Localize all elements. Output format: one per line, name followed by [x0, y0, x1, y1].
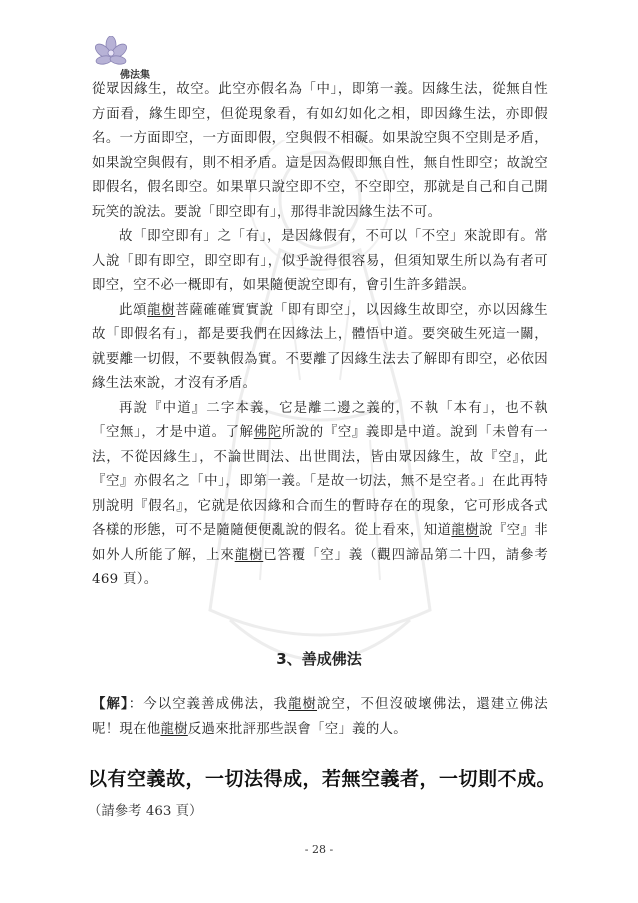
text-span: 此頌 [119, 302, 148, 318]
text-span: 再說『中道』二字本義，它是離二邊之義的，不執「本有」，也不執「空無」，才是中道。了解 [92, 400, 548, 440]
paragraph [92, 692, 548, 742]
verse: 以有空義故，一切法得成，若無空義者，一切則不成。 [88, 768, 557, 790]
page-number: - 28 - [304, 843, 334, 856]
proper-name: 龍樹 [288, 697, 318, 712]
text-span: ：今以空義善成佛法，我 [128, 697, 289, 712]
text-span: 所說的『空』義即是中道。說到「未曾有一法，不從因緣生」，不論世間法、出世間法，皆由眾因緣生，故『空』，此『空』亦假名之「中」，即第一義。「是故一切法，無不是空者。」在此再特別說明『假名』，它就是依因緣和合而生的暫時存在的現象，它可形成各式各樣的形態，可不是隨隨便便亂說的假名。從上看來，知道 [92, 425, 548, 538]
proper-name: 龍樹 [160, 721, 188, 737]
proper-name: 佛陀 [253, 425, 282, 440]
paragraph [92, 397, 548, 593]
explanation-label: 【解】 [92, 696, 129, 712]
paragraph [92, 299, 548, 397]
proper-name: 龍樹 [234, 547, 264, 563]
paragraph: 從眾因緣生，故空。此空亦假名為「中」，即第一義。因緣生法，從無自性方面看，緣生即空，但從現象看，有如幻如化之相，即因緣生法，亦即假名。一方面即空，一方面即假，空與假不相礙。如果說空與不空則是矛盾，如果說空與假有，則不相矛盾。這是因為假即無自性，無自性即空；故說空即假名，假名即空。如果單只說空即不空，不空即空，那就是自己和自己開玩笑的說法。要說「即空即有」，那得非說因緣生法不可。 [92, 82, 548, 220]
text-span: 說『空』非如外人所能了解，上來 [92, 523, 548, 563]
explanation [92, 692, 548, 742]
text-span: 說空，不但沒破壞佛法，還建立佛法呢！現在他 [92, 697, 548, 737]
paragraph: 故「即空即有」之「有」，是因緣假有，不可以「不空」來說即有。常人說「即有即空，即空即有」，似乎說得很容易，但須知眾生所以為有者可即空，空不必一概即有，如果隨便說空即有，會引生許多錯誤。 [92, 229, 548, 293]
section-title: 3、善成佛法 [276, 650, 362, 668]
page-header [94, 36, 184, 81]
lotus-flower-icon [94, 36, 128, 70]
text-span: 菩薩確確實實說「即有即空」，以因緣生故即空，亦以因緣生故「即假名有」，都是要我們在因緣法上，體悟中道。要突破生死這一關，就要離一切假，不要執假為實。不要離了因緣生法去了解即有即空，必依因緣生法來說，才沒有矛盾。 [92, 302, 548, 391]
verse-reference: （請參考 463 頁） [88, 804, 203, 819]
main-text [92, 78, 548, 593]
text-span: 反過來批評那些誤會「空」義的人。 [187, 721, 407, 737]
text-span: 已答覆「空」義（觀四諦品第二十四，請參考 469 頁）。 [92, 547, 549, 587]
logo-text: 佛法集 [120, 70, 150, 81]
proper-name: 龍樹 [451, 523, 480, 538]
proper-name: 龍樹 [147, 302, 176, 318]
